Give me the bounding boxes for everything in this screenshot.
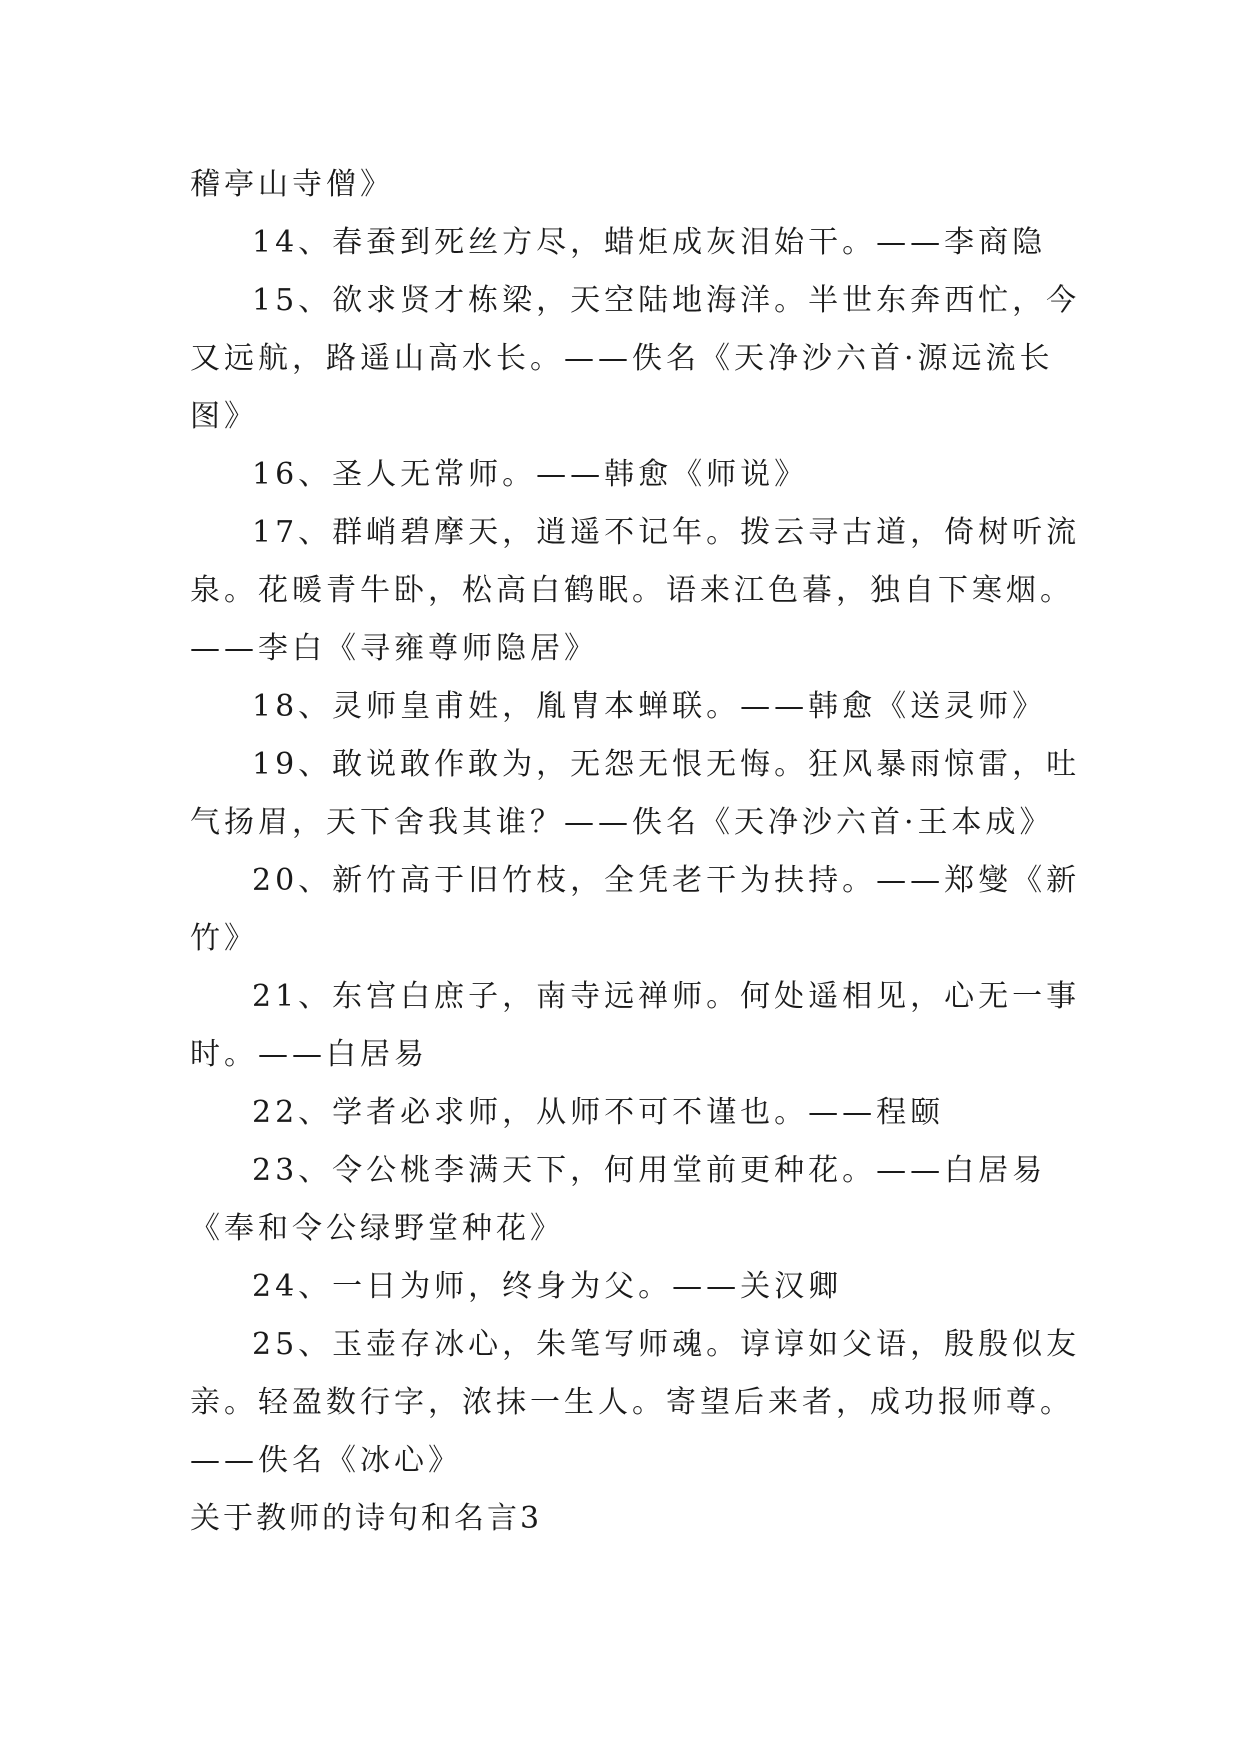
text-line: 竹》 xyxy=(190,921,258,956)
quote-17: 17、群峭碧摩天，逍遥不记年。拨云寻古道，倚树听流 xyxy=(252,515,1081,550)
quote-18: 18、灵师皇甫姓，胤胄本蝉联。——韩愈《送灵师》 xyxy=(252,689,1047,724)
quote-25: 25、玉壶存冰心，朱笔写师魂。谆谆如父语，殷殷似友 xyxy=(252,1327,1081,1362)
text-line: ——佚名《冰心》 xyxy=(190,1443,462,1478)
quote-23: 23、令公桃李满天下，何用堂前更种花。——白居易 xyxy=(252,1153,1047,1188)
section-heading: 关于教师的诗句和名言3 xyxy=(190,1501,543,1536)
text-line: 时。——白居易 xyxy=(190,1037,428,1072)
text-line: 气扬眉，天下舍我其谁？——佚名《天净沙六首·王本成》 xyxy=(190,805,1054,840)
text-line: 泉。花暖青牛卧，松高白鹤眠。语来江色暮，独自下寒烟。 xyxy=(190,573,1074,608)
text-line: 亲。轻盈数行字，浓抹一生人。寄望后来者，成功报师尊。 xyxy=(190,1385,1074,1420)
quote-21: 21、东宫白庶子，南寺远禅师。何处遥相见，心无一事 xyxy=(252,979,1081,1014)
document-page xyxy=(190,156,1081,1548)
text-line: 又远航，路遥山高水长。——佚名《天净沙六首·源远流长 xyxy=(190,341,1054,376)
quote-15: 15、欲求贤才栋梁，天空陆地海洋。半世东奔西忙，今 xyxy=(252,283,1081,318)
quote-19: 19、敢说敢作敢为，无怨无恨无悔。狂风暴雨惊雷，吐 xyxy=(252,747,1081,782)
text-line: 稽亭山寺僧》 xyxy=(190,167,394,202)
quote-24: 24、一日为师，终身为父。——关汉卿 xyxy=(252,1269,843,1304)
quote-14: 14、春蚕到死丝方尽，蜡炬成灰泪始干。——李商隐 xyxy=(252,225,1047,260)
quote-20: 20、新竹高于旧竹枝，全凭老干为扶持。——郑燮《新 xyxy=(252,863,1081,898)
text-line: 图》 xyxy=(190,399,258,434)
quote-16: 16、圣人无常师。——韩愈《师说》 xyxy=(252,457,809,492)
text-line: 《奉和令公绿野堂种花》 xyxy=(190,1211,564,1246)
quote-22: 22、学者必求师，从师不可不谨也。——程颐 xyxy=(252,1095,945,1130)
text-line: ——李白《寻雍尊师隐居》 xyxy=(190,631,598,666)
